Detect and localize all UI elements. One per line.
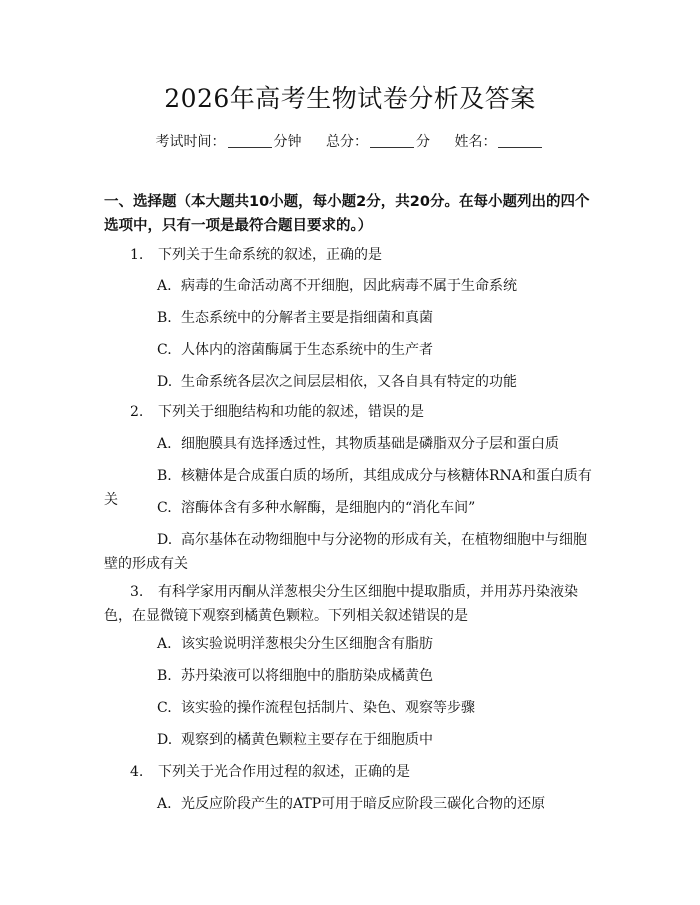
exam-time-field	[156, 134, 306, 150]
exam-info-line	[0, 132, 700, 152]
option-text: 生态系统中的分解者主要是指细菌和真菌	[181, 310, 433, 326]
option-text: 病毒的生命活动离不开细胞，因此病毒不属于生命系统	[181, 278, 517, 294]
question-text: 下列关于细胞结构和功能的叙述，错误的是	[158, 404, 424, 420]
question-2-stem	[104, 400, 594, 424]
option-letter: D.	[157, 374, 173, 390]
question-4-stem	[104, 760, 594, 784]
exam-time-unit: 分钟	[273, 134, 302, 150]
option-letter: B.	[157, 310, 172, 326]
student-name-field	[454, 134, 544, 150]
student-name-blank[interactable]	[498, 133, 542, 148]
option-letter: A.	[157, 436, 172, 452]
option-text: 生命系统各层次之间层层相依，又各自具有特定的功能	[181, 374, 517, 390]
question-3-stem	[104, 580, 594, 628]
option-text: 该实验的操作流程包括制片、染色、观察等步骤	[181, 700, 475, 716]
option-text: 该实验说明洋葱根尖分生区细胞含有脂肪	[181, 636, 433, 652]
question-text: 下列关于光合作用过程的叙述，正确的是	[158, 764, 410, 780]
question-number: 2.	[130, 404, 144, 420]
option-letter: D.	[157, 532, 173, 548]
question-1-option-a	[104, 274, 594, 298]
option-letter: A.	[157, 636, 172, 652]
option-letter: B.	[157, 468, 172, 484]
total-score-label: 总分：	[326, 134, 368, 150]
exam-time-blank[interactable]	[228, 133, 272, 148]
option-text: 光反应阶段产生的ATP可用于暗反应阶段三碳化合物的还原	[181, 796, 546, 812]
option-text: 观察到的橘黄色颗粒主要存在于细胞质中	[181, 732, 433, 748]
question-3-option-c	[104, 696, 594, 720]
question-3-option-b	[104, 664, 594, 688]
option-text: 高尔基体在动物细胞中与分泌物的形成有关，在植物细胞中与细胞壁的形成有关	[104, 532, 587, 572]
question-2-option-d	[104, 528, 594, 576]
question-3-option-d	[104, 728, 594, 752]
question-number: 4.	[130, 764, 144, 780]
option-letter: D.	[157, 732, 173, 748]
option-letter: C.	[157, 700, 172, 716]
student-name-label: 姓名：	[454, 134, 497, 150]
question-2-option-a	[104, 432, 594, 456]
option-text: 细胞膜具有选择透过性，其物质基础是磷脂双分子层和蛋白质	[181, 436, 559, 452]
question-text: 下列关于生命系统的叙述，正确的是	[158, 247, 382, 263]
exam-title: 2026年高考生物试卷分析及答案	[164, 84, 536, 113]
option-letter: B.	[157, 668, 172, 684]
question-2-option-c	[104, 496, 594, 520]
option-text: 核糖体是合成蛋白质的场所，其组成成分与核糖体RNA和蛋白质有关	[104, 468, 592, 508]
question-1-option-b	[104, 306, 594, 330]
option-text: 溶酶体含有多种水解酶，是细胞内的“消化车间”	[181, 500, 476, 516]
question-number: 1.	[130, 247, 144, 263]
question-text: 有科学家用丙酮从洋葱根尖分生区细胞中提取脂质，并用苏丹染液染色，在显微镜下观察到橘黄色颗粒。下列相关叙述错误的是	[104, 584, 578, 624]
total-score-unit: 分	[416, 134, 430, 150]
total-score-field	[326, 134, 434, 150]
section-heading: 一、选择题（本大题共10小题，每小题2分，共20分。在每小题列出的四个选项中，只有一项是最符合题目要求的。）	[104, 194, 590, 234]
option-letter: C.	[157, 500, 172, 516]
question-1-option-c	[104, 338, 594, 362]
total-score-blank[interactable]	[370, 133, 414, 148]
question-number: 3.	[130, 584, 144, 600]
exam-time-label: 考试时间：	[155, 134, 226, 150]
question-1-option-d	[104, 370, 594, 394]
question-3-option-a	[104, 632, 594, 656]
option-letter: A.	[157, 278, 172, 294]
option-text: 人体内的溶菌酶属于生态系统中的生产者	[181, 342, 433, 358]
option-letter: C.	[157, 342, 172, 358]
option-letter: A.	[157, 796, 172, 812]
option-text: 苏丹染液可以将细胞中的脂肪染成橘黄色	[181, 668, 433, 684]
question-4-option-a	[104, 792, 594, 816]
question-1-stem	[104, 243, 594, 267]
